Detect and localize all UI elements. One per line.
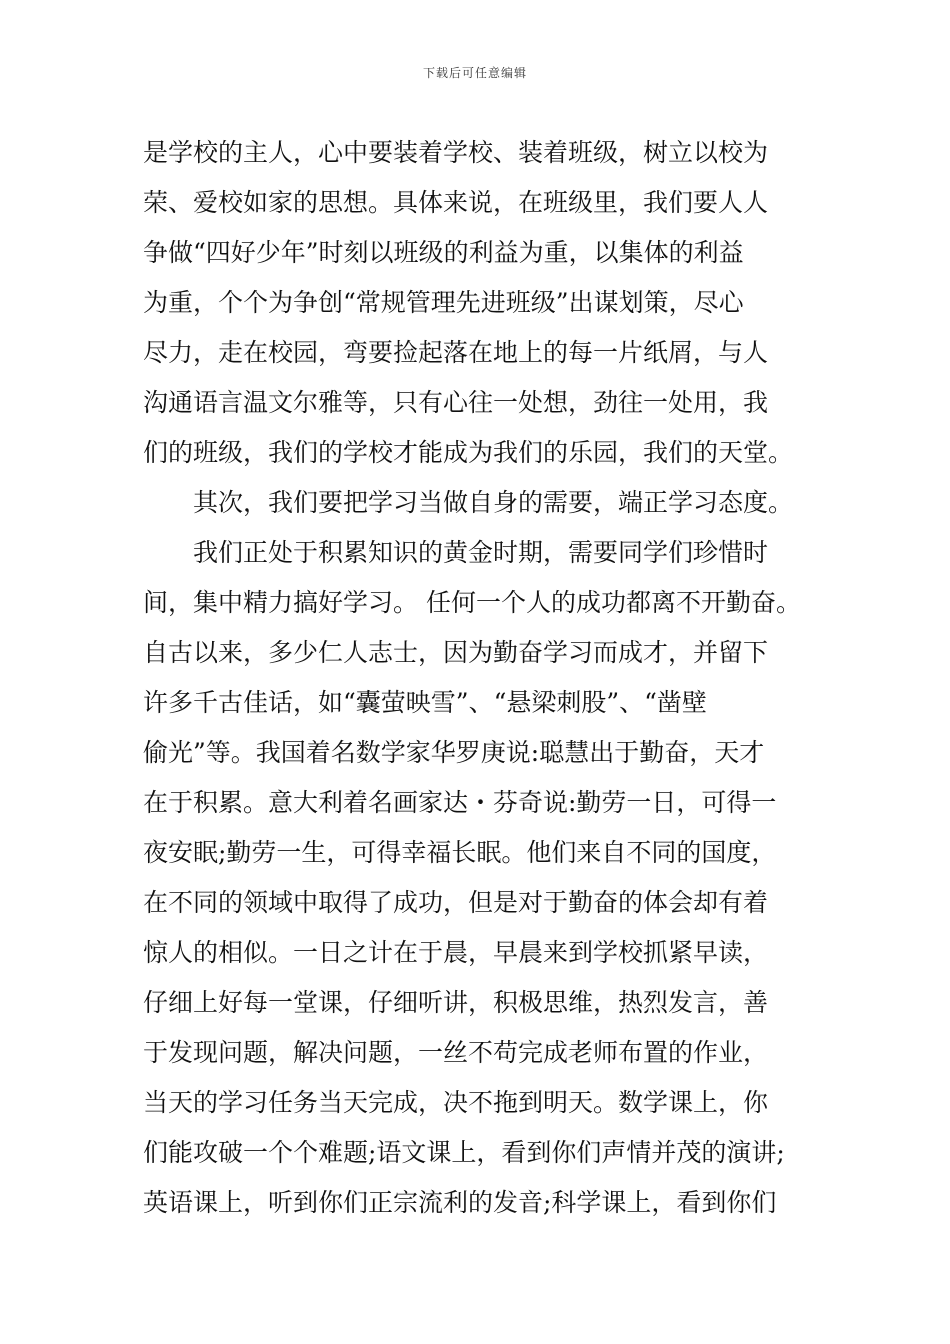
text-line: 当天的学习任务当天完成，决不拖到明天。数学课上，你 <box>143 1088 769 1117</box>
text-line: 于发现问题，解决问题，一丝不苟完成老师布置的作业， <box>143 1038 769 1067</box>
text-line: 惊人的相似。一日之计在于晨，早晨来到学校抓紧早读， <box>143 938 769 967</box>
text-line: 荣、爱校如家的思想。具体来说，在班级里，我们要人人 <box>143 188 769 217</box>
text-line: 是学校的主人，心中要装着学校、装着班级，树立以校为 <box>143 138 769 167</box>
paragraph-first-line: 我们正处于积累知识的黄金时期，需要同学们珍惜时 <box>143 538 769 567</box>
text-line: 许多千古佳话，如“囊萤映雪”、“悬梁刺股”、“凿壁 <box>143 688 707 717</box>
page-header: 下载后可任意编辑 <box>422 66 527 80</box>
text-line: 为重，个个为争创“常规管理先进班级”出谋划策，尽心 <box>143 288 744 317</box>
text-line: 英语课上，听到你们正宗流利的发音;科学课上，看到你们 <box>143 1188 777 1217</box>
text-line: 夜安眠;勤劳一生，可得幸福长眠。他们来自不同的国度， <box>143 838 777 867</box>
text-line: 在不同的领域中取得了成功，但是对于勤奋的体会却有着 <box>143 888 769 917</box>
text-line: 沟通语言温文尔雅等，只有心往一处想，劲往一处用，我 <box>143 388 769 417</box>
text-line: 间，集中精力搞好学习。 任何一个人的成功都离不开勤奋。 <box>143 588 801 617</box>
document-body <box>143 128 813 1228</box>
text-line: 们的班级，我们的学校才能成为我们的乐园，我们的天堂。 <box>143 438 794 467</box>
text-line: 自古以来，多少仁人志士，因为勤奋学习而成才，并留下 <box>143 638 769 667</box>
text-line: 们能攻破一个个难题;语文课上，看到你们声情并茂的演讲; <box>143 1138 785 1167</box>
paragraph-first-line: 其次，我们要把学习当做自身的需要，端正学习态度。 <box>143 488 794 517</box>
text-line: 争做“四好少年”时刻以班级的利益为重，以集体的利益 <box>143 238 744 267</box>
text-line: 仔细上好每一堂课，仔细听讲，积极思维，热烈发言，善 <box>143 988 769 1017</box>
text-line: 偷光”等。我国着名数学家华罗庚说:聪慧出于勤奋，天才 <box>143 738 765 767</box>
text-line: 在于积累。意大利着名画家达・芬奇说:勤劳一日，可得一 <box>143 788 777 817</box>
text-line: 尽力，走在校园，弯要捡起落在地上的每一片纸屑，与人 <box>143 338 769 367</box>
